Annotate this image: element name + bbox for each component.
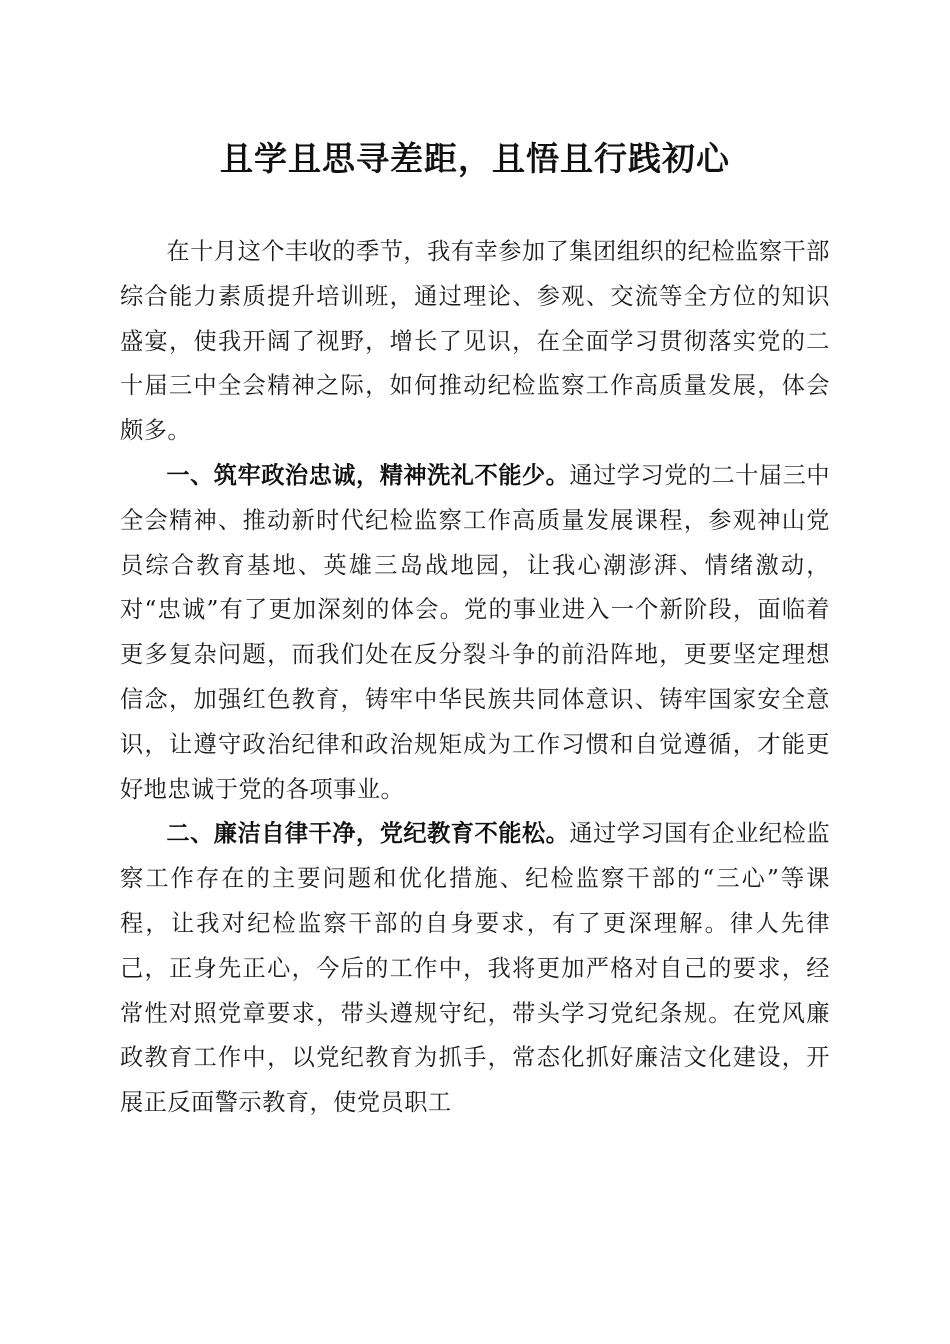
paragraph-intro bbox=[120, 230, 830, 454]
paragraph-section-2 bbox=[120, 812, 830, 1126]
paragraph-text: 在十月这个丰收的季节，我有幸参加了集团组织的纪检监察干部综合能力素质提升培训班，通过理论、参观、交流等全方位的知识盛宴，使我开阔了视野，增长了见识，在全面学习贯彻落实党的二十届三中全会精神之际，如何推动纪检监察工作高质量发展，体会颇多。 bbox=[120, 238, 830, 445]
paragraph-text: 通过学习国有企业纪检监察工作存在的主要问题和优化措施、纪检监察干部的“三心”等课程，让我对纪检监察干部的自身要求，有了更深理解。律人先律己，正身先正心，今后的工作中，我将更加严格对自己的要求，经常性对照党章要求，带头遵规守纪，带头学习党纪条规。在党风廉政教育工作中，以党纪教育为抓手，常态化抓好廉洁文化建设，开展正反面警示教育，使党员职工 bbox=[120, 820, 831, 1117]
paragraph-lead: 二、廉洁自律干净，党纪教育不能松。 bbox=[166, 820, 570, 848]
paragraph-section-1 bbox=[120, 454, 830, 812]
paragraph-lead: 一、筑牢政治忠诚，精神洗礼不能少。 bbox=[166, 461, 570, 489]
document-title: 且学且思寻差距，且悟且行践初心 bbox=[220, 139, 730, 178]
document-body bbox=[120, 230, 830, 1126]
paragraph-text: 通过学习党的二十届三中全会精神、推动新时代纪检监察工作高质量发展课程，参观神山党员综合教育基地、英雄三岛战地园，让我心潮澎湃、情绪激动，对“忠诚”有了更加深刻的体会。党的事业进入一个新阶段，面临着更多复杂问题，而我们处在反分裂斗争的前沿阵地，更要坚定理想信念，加强红色教育，铸牢中华民族共同体意识、铸牢国家安全意识，让遵守政治纪律和政治规矩成为工作习惯和自觉遵循，才能更好地忠诚于党的各项事业。 bbox=[120, 461, 831, 803]
